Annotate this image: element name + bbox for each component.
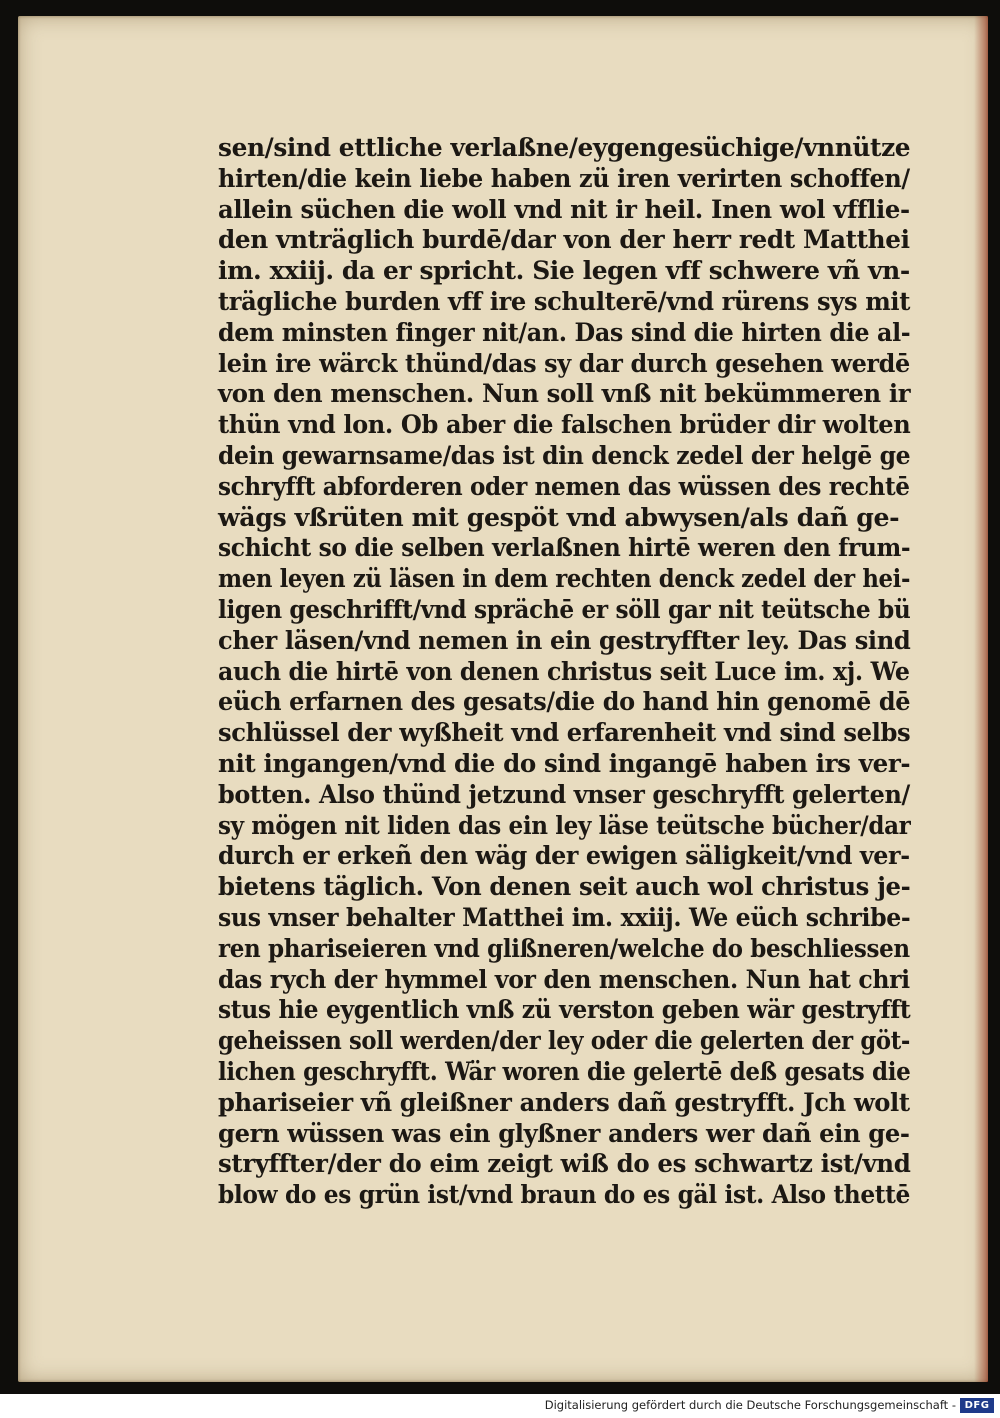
text-line: eüch erfarnen des gesats/die do hand hin genomē dē bbox=[218, 687, 911, 718]
footer-bar bbox=[0, 1394, 1000, 1418]
text-line: bietens täglich. Von denen seit auch wol christus je- bbox=[218, 872, 911, 903]
text-line: lichen geschryfft. Wär woren die gelertē deß gesats die bbox=[218, 1056, 911, 1087]
text-line: sen/sind ettliche verlaßne/eygengesüchige/vnnütze bbox=[218, 133, 911, 163]
text-line: gern wüssen was ein glyßner anders wer dañ ein ge- bbox=[218, 1118, 910, 1149]
text-line: wägs vßrüten mit gespöt vnd abwysen/als dañ ge- bbox=[218, 502, 900, 533]
text-line: stus hie eygentlich vnß zü verston geben wär gestryfft bbox=[218, 995, 911, 1026]
text-line: schryfft abforderen oder nemen das wüssen des rechtē bbox=[218, 471, 910, 502]
text-line: allein süchen die woll vnd nit ir heil. Inen wol vfflie- bbox=[218, 194, 910, 225]
text-line: ren phariseieren vnd glißneren/welche do beschliessen bbox=[218, 933, 910, 964]
text-line: sus vnser behalter Matthei im. xxiij. We eüch schribe- bbox=[218, 902, 911, 933]
text-line: dein gewarnsame/das ist din denck zedel der helgē ge bbox=[218, 440, 911, 471]
text-line: thün vnd lon. Ob aber die falschen brüder dir wolten bbox=[218, 410, 911, 441]
page-text-block bbox=[218, 133, 918, 1211]
text-line: das rych der hymmel vor den menschen. Nun hat chri bbox=[218, 964, 910, 995]
text-line: men leyen zü läsen in dem rechten denck zedel der hei- bbox=[218, 564, 911, 595]
text-line: nit ingangen/vnd die do sind ingangē haben irs ver- bbox=[218, 748, 911, 779]
text-line: lein ire wärck thünd/das sy dar durch gesehen werdē bbox=[218, 348, 910, 379]
dfg-logo: DFG bbox=[960, 1398, 994, 1413]
text-line: trägliche burden vff ire schulterē/vnd rürens sys mit bbox=[218, 286, 910, 317]
text-line: blow do es grün ist/vnd braun do es gäl ist. Also thettē bbox=[218, 1180, 911, 1211]
text-line: sy mögen nit liden das ein ley läse teütsche bücher/dar bbox=[218, 810, 911, 841]
text-line: schicht so die selben verlaßnen hirtē weren den frum- bbox=[218, 533, 911, 564]
text-line: cher läsen/vnd nemen in ein gestryffter ley. Das sind bbox=[218, 625, 911, 656]
text-line: durch er erkeñ den wäg der ewigen säligkeit/vnd ver- bbox=[218, 841, 910, 872]
text-line: geheissen soll werden/der ley oder die gelerten der göt- bbox=[218, 1026, 910, 1057]
text-line: hirten/die kein liebe haben zü iren verirten schoffen/ bbox=[218, 163, 910, 194]
text-line: auch die hirtē von denen christus seit Luce im. xj. We bbox=[218, 656, 910, 687]
funding-credit: Digitalisierung gefördert durch die Deutsche Forschungsgemeinschaft - bbox=[544, 1398, 956, 1412]
text-line: im. xxiij. da er spricht. Sie legen vff schwere vñ vn- bbox=[218, 256, 910, 287]
text-line: den vnträglich burdē/dar von der herr redt Matthei bbox=[218, 225, 910, 256]
text-line: stryffter/der do eim zeigt wiß do es schwartz ist/vnd bbox=[218, 1149, 911, 1180]
text-line: von den menschen. Nun soll vnß nit bekümmeren ir bbox=[218, 379, 911, 410]
text-line: phariseier vñ gleißner anders dañ gestryfft. Jch wolt bbox=[218, 1087, 910, 1118]
text-line: botten. Also thünd jetzund vnser geschryfft gelerten/ bbox=[218, 779, 910, 810]
text-line: schlüssel der wyßheit vnd erfarenheit vnd sind selbs bbox=[218, 718, 911, 749]
text-line: dem minsten finger nit/an. Das sind die hirten die al- bbox=[218, 317, 911, 348]
text-line: ligen geschrifft/vnd sprächē er söll gar nit teütsche bü bbox=[218, 594, 911, 625]
